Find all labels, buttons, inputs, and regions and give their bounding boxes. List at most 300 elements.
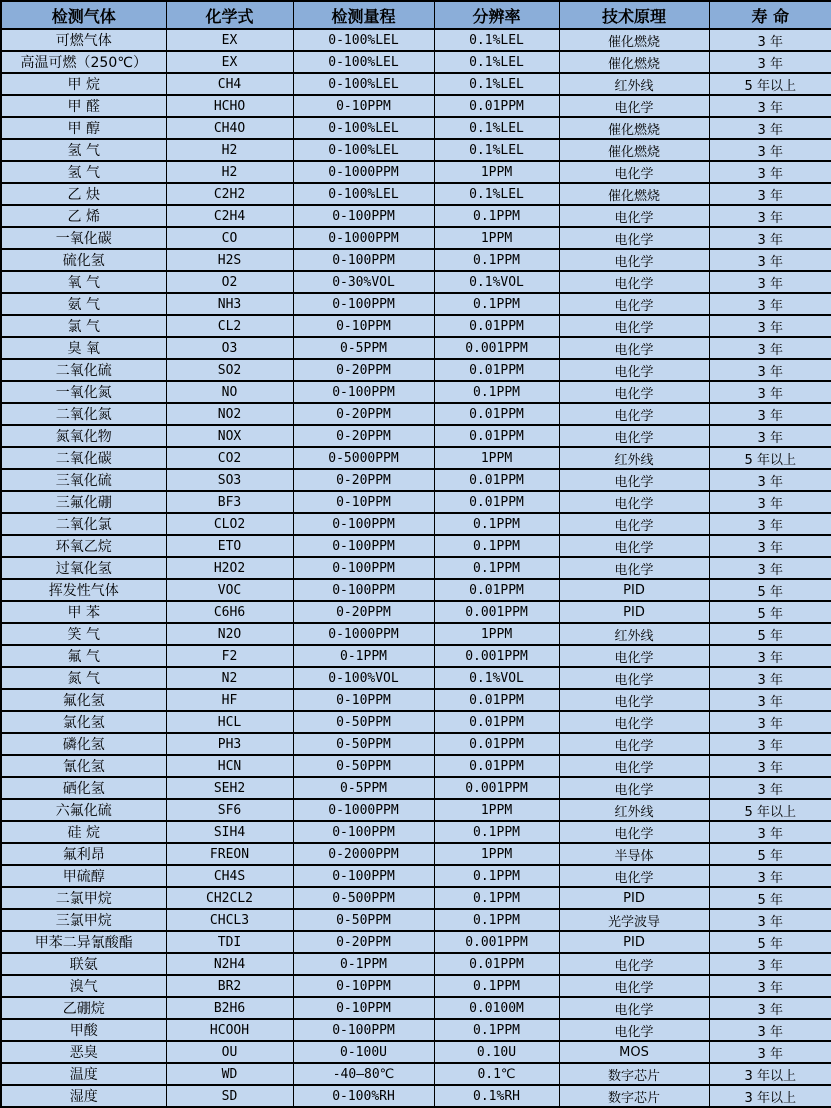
table-row (1, 183, 831, 205)
gas-name-cell: 氢 气 (1, 161, 166, 183)
technology-principle-cell: 电化学 (559, 821, 709, 843)
detection-range-cell: 0-100U (293, 1041, 434, 1063)
technology-principle-cell: 电化学 (559, 777, 709, 799)
gas-name-cell: 氟化氢 (1, 689, 166, 711)
technology-principle-cell: MOS (559, 1041, 709, 1063)
detection-range-cell: -40—80℃ (293, 1063, 434, 1085)
technology-principle-cell: 电化学 (559, 227, 709, 249)
lifespan-cell: 3 年 (709, 1019, 831, 1041)
technology-principle-cell: 电化学 (559, 667, 709, 689)
detection-range-cell: 0-100%LEL (293, 183, 434, 205)
gas-name-cell: 氟利昂 (1, 843, 166, 865)
lifespan-cell: 3 年 (709, 29, 831, 51)
table-row (1, 667, 831, 689)
table-row (1, 953, 831, 975)
gas-name-cell: 六氟化硫 (1, 799, 166, 821)
gas-name-cell: 甲 烷 (1, 73, 166, 95)
gas-name-cell: 乙 炔 (1, 183, 166, 205)
resolution-cell: 0.1%LEL (434, 29, 559, 51)
gas-name-cell: 环氧乙烷 (1, 535, 166, 557)
technology-principle-cell: 数字芯片 (559, 1063, 709, 1085)
table-row (1, 601, 831, 623)
table-row (1, 645, 831, 667)
lifespan-cell: 5 年 (709, 623, 831, 645)
detection-range-cell: 0-100%LEL (293, 29, 434, 51)
technology-principle-cell: 催化燃烧 (559, 117, 709, 139)
lifespan-cell: 3 年 (709, 557, 831, 579)
lifespan-cell: 3 年 (709, 293, 831, 315)
table-row (1, 843, 831, 865)
header-gas-name: 检测气体 (1, 1, 166, 29)
table-row (1, 1019, 831, 1041)
table-row (1, 711, 831, 733)
chemical-formula-cell: F2 (166, 645, 293, 667)
technology-principle-cell: PID (559, 887, 709, 909)
resolution-cell: 0.1PPM (434, 887, 559, 909)
lifespan-cell: 3 年 (709, 711, 831, 733)
resolution-cell: 0.001PPM (434, 777, 559, 799)
gas-name-cell: 一氧化碳 (1, 227, 166, 249)
chemical-formula-cell: SO2 (166, 359, 293, 381)
chemical-formula-cell: HCOOH (166, 1019, 293, 1041)
lifespan-cell: 3 年 (709, 403, 831, 425)
technology-principle-cell: 电化学 (559, 425, 709, 447)
resolution-cell: 0.1%LEL (434, 139, 559, 161)
chemical-formula-cell: CH4 (166, 73, 293, 95)
gas-name-cell: 二氯甲烷 (1, 887, 166, 909)
lifespan-cell: 5 年 (709, 843, 831, 865)
chemical-formula-cell: HF (166, 689, 293, 711)
chemical-formula-cell: PH3 (166, 733, 293, 755)
resolution-cell: 0.1PPM (434, 205, 559, 227)
resolution-cell: 0.1PPM (434, 535, 559, 557)
detection-range-cell: 0-50PPM (293, 711, 434, 733)
table-row (1, 579, 831, 601)
resolution-cell: 0.001PPM (434, 601, 559, 623)
technology-principle-cell: 电化学 (559, 645, 709, 667)
resolution-cell: 0.001PPM (434, 337, 559, 359)
lifespan-cell: 3 年 (709, 975, 831, 997)
chemical-formula-cell: H2 (166, 139, 293, 161)
lifespan-cell: 3 年 (709, 491, 831, 513)
lifespan-cell: 3 年 (709, 1041, 831, 1063)
chemical-formula-cell: CH4S (166, 865, 293, 887)
detection-range-cell: 0-100PPM (293, 535, 434, 557)
table-row (1, 997, 831, 1019)
lifespan-cell: 5 年 (709, 579, 831, 601)
resolution-cell: 0.1%VOL (434, 667, 559, 689)
gas-name-cell: 联氨 (1, 953, 166, 975)
table-header (1, 1, 831, 29)
technology-principle-cell: 电化学 (559, 755, 709, 777)
lifespan-cell: 3 年 (709, 909, 831, 931)
chemical-formula-cell: O3 (166, 337, 293, 359)
chemical-formula-cell: C2H2 (166, 183, 293, 205)
technology-principle-cell: 催化燃烧 (559, 183, 709, 205)
lifespan-cell: 5 年以上 (709, 799, 831, 821)
lifespan-cell: 3 年 (709, 997, 831, 1019)
gas-name-cell: 恶臭 (1, 1041, 166, 1063)
chemical-formula-cell: CHCL3 (166, 909, 293, 931)
table-row (1, 29, 831, 51)
technology-principle-cell: 电化学 (559, 271, 709, 293)
technology-principle-cell: 电化学 (559, 865, 709, 887)
chemical-formula-cell: NH3 (166, 293, 293, 315)
gas-name-cell: 硒化氢 (1, 777, 166, 799)
table-row (1, 271, 831, 293)
detection-range-cell: 0-500PPM (293, 887, 434, 909)
table-row (1, 557, 831, 579)
lifespan-cell: 3 年 (709, 689, 831, 711)
lifespan-cell: 3 年 (709, 667, 831, 689)
table-row (1, 73, 831, 95)
gas-name-cell: 可燃气体 (1, 29, 166, 51)
chemical-formula-cell: ETO (166, 535, 293, 557)
resolution-cell: 1PPM (434, 227, 559, 249)
table-row (1, 931, 831, 953)
chemical-formula-cell: SF6 (166, 799, 293, 821)
gas-name-cell: 硅 烷 (1, 821, 166, 843)
header-chemical-formula: 化学式 (166, 1, 293, 29)
chemical-formula-cell: OU (166, 1041, 293, 1063)
gas-name-cell: 甲 醛 (1, 95, 166, 117)
technology-principle-cell: 催化燃烧 (559, 139, 709, 161)
lifespan-cell: 3 年以上 (709, 1085, 831, 1107)
resolution-cell: 1PPM (434, 161, 559, 183)
table-row (1, 293, 831, 315)
resolution-cell: 0.1PPM (434, 249, 559, 271)
lifespan-cell: 3 年 (709, 249, 831, 271)
table-row (1, 117, 831, 139)
detection-range-cell: 0-100%LEL (293, 117, 434, 139)
lifespan-cell: 5 年 (709, 601, 831, 623)
resolution-cell: 0.01PPM (434, 403, 559, 425)
lifespan-cell: 3 年 (709, 865, 831, 887)
resolution-cell: 0.1PPM (434, 865, 559, 887)
technology-principle-cell: 数字芯片 (559, 1085, 709, 1107)
lifespan-cell: 3 年 (709, 183, 831, 205)
resolution-cell: 0.01PPM (434, 425, 559, 447)
technology-principle-cell: 红外线 (559, 447, 709, 469)
detection-range-cell: 0-100PPM (293, 821, 434, 843)
header-technology-principle: 技术原理 (559, 1, 709, 29)
chemical-formula-cell: HCHO (166, 95, 293, 117)
gas-name-cell: 挥发性气体 (1, 579, 166, 601)
gas-name-cell: 一氧化氮 (1, 381, 166, 403)
technology-principle-cell: 电化学 (559, 293, 709, 315)
table-row (1, 975, 831, 997)
table-row (1, 535, 831, 557)
technology-principle-cell: 电化学 (559, 1019, 709, 1041)
resolution-cell: 1PPM (434, 843, 559, 865)
detection-range-cell: 0-100PPM (293, 513, 434, 535)
technology-principle-cell: 半导体 (559, 843, 709, 865)
table-row (1, 513, 831, 535)
resolution-cell: 0.001PPM (434, 931, 559, 953)
detection-range-cell: 0-10PPM (293, 997, 434, 1019)
lifespan-cell: 3 年 (709, 337, 831, 359)
chemical-formula-cell: N2O (166, 623, 293, 645)
lifespan-cell: 3 年 (709, 161, 831, 183)
lifespan-cell: 3 年 (709, 51, 831, 73)
header-detection-range: 检测量程 (293, 1, 434, 29)
detection-range-cell: 0-100PPM (293, 579, 434, 601)
detection-range-cell: 0-20PPM (293, 469, 434, 491)
gas-name-cell: 过氧化氢 (1, 557, 166, 579)
header-row (1, 1, 831, 29)
lifespan-cell: 3 年 (709, 425, 831, 447)
technology-principle-cell: 电化学 (559, 997, 709, 1019)
technology-principle-cell: 电化学 (559, 249, 709, 271)
resolution-cell: 0.1PPM (434, 557, 559, 579)
gas-name-cell: 二氧化氮 (1, 403, 166, 425)
technology-principle-cell: 电化学 (559, 711, 709, 733)
chemical-formula-cell: NO (166, 381, 293, 403)
gas-name-cell: 高温可燃（250℃） (1, 51, 166, 73)
detection-range-cell: 0-50PPM (293, 755, 434, 777)
table-row (1, 887, 831, 909)
lifespan-cell: 3 年 (709, 227, 831, 249)
chemical-formula-cell: FREON (166, 843, 293, 865)
chemical-formula-cell: CLO2 (166, 513, 293, 535)
detection-range-cell: 0-50PPM (293, 909, 434, 931)
detection-range-cell: 0-1000PPM (293, 227, 434, 249)
chemical-formula-cell: WD (166, 1063, 293, 1085)
gas-name-cell: 三氯甲烷 (1, 909, 166, 931)
resolution-cell: 0.01PPM (434, 95, 559, 117)
detection-range-cell: 0-100PPM (293, 293, 434, 315)
resolution-cell: 0.1%LEL (434, 117, 559, 139)
chemical-formula-cell: SD (166, 1085, 293, 1107)
resolution-cell: 0.01PPM (434, 755, 559, 777)
resolution-cell: 0.1PPM (434, 513, 559, 535)
resolution-cell: 0.01PPM (434, 579, 559, 601)
chemical-formula-cell: CL2 (166, 315, 293, 337)
gas-name-cell: 氟 气 (1, 645, 166, 667)
chemical-formula-cell: C2H4 (166, 205, 293, 227)
chemical-formula-cell: N2 (166, 667, 293, 689)
chemical-formula-cell: NO2 (166, 403, 293, 425)
gas-name-cell: 磷化氢 (1, 733, 166, 755)
table-row (1, 821, 831, 843)
lifespan-cell: 3 年 (709, 359, 831, 381)
resolution-cell: 0.01PPM (434, 491, 559, 513)
detection-range-cell: 0-10PPM (293, 95, 434, 117)
table-row (1, 359, 831, 381)
resolution-cell: 0.1PPM (434, 821, 559, 843)
technology-principle-cell: 催化燃烧 (559, 29, 709, 51)
gas-name-cell: 甲 苯 (1, 601, 166, 623)
detection-range-cell: 0-10PPM (293, 315, 434, 337)
detection-range-cell: 0-1PPM (293, 645, 434, 667)
chemical-formula-cell: O2 (166, 271, 293, 293)
table-row (1, 733, 831, 755)
technology-principle-cell: 电化学 (559, 557, 709, 579)
resolution-cell: 0.01PPM (434, 359, 559, 381)
lifespan-cell: 3 年以上 (709, 1063, 831, 1085)
gas-name-cell: 三氧化硫 (1, 469, 166, 491)
detection-range-cell: 0-10PPM (293, 689, 434, 711)
detection-range-cell: 0-100%LEL (293, 139, 434, 161)
gas-name-cell: 乙硼烷 (1, 997, 166, 1019)
gas-name-cell: 三氟化硼 (1, 491, 166, 513)
detection-range-cell: 0-100%LEL (293, 73, 434, 95)
detection-range-cell: 0-20PPM (293, 425, 434, 447)
technology-principle-cell: PID (559, 931, 709, 953)
lifespan-cell: 5 年 (709, 931, 831, 953)
table-row (1, 381, 831, 403)
chemical-formula-cell: B2H6 (166, 997, 293, 1019)
gas-name-cell: 二氧化硫 (1, 359, 166, 381)
gas-name-cell: 氮 气 (1, 667, 166, 689)
gas-name-cell: 温度 (1, 1063, 166, 1085)
table-row (1, 623, 831, 645)
detection-range-cell: 0-100PPM (293, 381, 434, 403)
technology-principle-cell: 电化学 (559, 975, 709, 997)
detection-range-cell: 0-10PPM (293, 491, 434, 513)
resolution-cell: 0.1℃ (434, 1063, 559, 1085)
table-row (1, 755, 831, 777)
lifespan-cell: 3 年 (709, 95, 831, 117)
technology-principle-cell: 电化学 (559, 469, 709, 491)
chemical-formula-cell: SEH2 (166, 777, 293, 799)
gas-name-cell: 氯 气 (1, 315, 166, 337)
detection-range-cell: 0-1PPM (293, 953, 434, 975)
table-row (1, 249, 831, 271)
table-row (1, 909, 831, 931)
resolution-cell: 0.1PPM (434, 381, 559, 403)
technology-principle-cell: 电化学 (559, 315, 709, 337)
chemical-formula-cell: CO2 (166, 447, 293, 469)
lifespan-cell: 3 年 (709, 469, 831, 491)
technology-principle-cell: 电化学 (559, 689, 709, 711)
gas-name-cell: 溴气 (1, 975, 166, 997)
header-lifespan: 寿 命 (709, 1, 831, 29)
table-row (1, 227, 831, 249)
table-row (1, 337, 831, 359)
table-row (1, 491, 831, 513)
lifespan-cell: 3 年 (709, 733, 831, 755)
gas-name-cell: 氧 气 (1, 271, 166, 293)
lifespan-cell: 5 年以上 (709, 73, 831, 95)
lifespan-cell: 3 年 (709, 205, 831, 227)
gas-name-cell: 甲 醇 (1, 117, 166, 139)
detection-range-cell: 0-5PPM (293, 337, 434, 359)
detection-range-cell: 0-1000PPM (293, 623, 434, 645)
technology-principle-cell: 电化学 (559, 381, 709, 403)
detection-range-cell: 0-20PPM (293, 359, 434, 381)
resolution-cell: 0.1%LEL (434, 51, 559, 73)
detection-range-cell: 0-50PPM (293, 733, 434, 755)
gas-name-cell: 氰化氢 (1, 755, 166, 777)
gas-name-cell: 甲酸 (1, 1019, 166, 1041)
detection-range-cell: 0-20PPM (293, 931, 434, 953)
technology-principle-cell: 电化学 (559, 337, 709, 359)
header-resolution: 分辨率 (434, 1, 559, 29)
gas-name-cell: 氨 气 (1, 293, 166, 315)
technology-principle-cell: 光学波导 (559, 909, 709, 931)
chemical-formula-cell: SIH4 (166, 821, 293, 843)
technology-principle-cell: 电化学 (559, 161, 709, 183)
lifespan-cell: 3 年 (709, 139, 831, 161)
table-row (1, 205, 831, 227)
gas-name-cell: 二氧化氯 (1, 513, 166, 535)
technology-principle-cell: PID (559, 579, 709, 601)
technology-principle-cell: 红外线 (559, 623, 709, 645)
gas-name-cell: 硫化氢 (1, 249, 166, 271)
technology-principle-cell: 红外线 (559, 73, 709, 95)
chemical-formula-cell: SO3 (166, 469, 293, 491)
resolution-cell: 0.1PPM (434, 909, 559, 931)
resolution-cell: 0.10U (434, 1041, 559, 1063)
chemical-formula-cell: TDI (166, 931, 293, 953)
resolution-cell: 0.1PPM (434, 1019, 559, 1041)
chemical-formula-cell: NOX (166, 425, 293, 447)
chemical-formula-cell: CH4O (166, 117, 293, 139)
detection-range-cell: 0-10PPM (293, 975, 434, 997)
chemical-formula-cell: BF3 (166, 491, 293, 513)
resolution-cell: 0.001PPM (434, 645, 559, 667)
table-row (1, 1063, 831, 1085)
lifespan-cell: 3 年 (709, 271, 831, 293)
table-row (1, 51, 831, 73)
technology-principle-cell: 电化学 (559, 733, 709, 755)
chemical-formula-cell: C6H6 (166, 601, 293, 623)
lifespan-cell: 3 年 (709, 513, 831, 535)
lifespan-cell: 3 年 (709, 381, 831, 403)
gas-name-cell: 氯化氢 (1, 711, 166, 733)
resolution-cell: 0.01PPM (434, 315, 559, 337)
table-row (1, 689, 831, 711)
detection-range-cell: 0-100%LEL (293, 51, 434, 73)
table-row (1, 865, 831, 887)
technology-principle-cell: 红外线 (559, 799, 709, 821)
table-row (1, 139, 831, 161)
lifespan-cell: 3 年 (709, 315, 831, 337)
table-row (1, 1041, 831, 1063)
gas-name-cell: 甲苯二异氰酸酯 (1, 931, 166, 953)
lifespan-cell: 3 年 (709, 535, 831, 557)
chemical-formula-cell: EX (166, 29, 293, 51)
chemical-formula-cell: CH2CL2 (166, 887, 293, 909)
resolution-cell: 0.1PPM (434, 975, 559, 997)
table-row (1, 799, 831, 821)
lifespan-cell: 3 年 (709, 645, 831, 667)
table-row (1, 315, 831, 337)
technology-principle-cell: 电化学 (559, 205, 709, 227)
table-row (1, 447, 831, 469)
chemical-formula-cell: BR2 (166, 975, 293, 997)
technology-principle-cell: 电化学 (559, 359, 709, 381)
technology-principle-cell: 电化学 (559, 513, 709, 535)
resolution-cell: 0.1%LEL (434, 183, 559, 205)
detection-range-cell: 0-100PPM (293, 557, 434, 579)
detection-range-cell: 0-2000PPM (293, 843, 434, 865)
detection-range-cell: 0-100%RH (293, 1085, 434, 1107)
lifespan-cell: 3 年 (709, 821, 831, 843)
detection-range-cell: 0-100%VOL (293, 667, 434, 689)
technology-principle-cell: 电化学 (559, 403, 709, 425)
detection-range-cell: 0-100PPM (293, 249, 434, 271)
detection-range-cell: 0-30%VOL (293, 271, 434, 293)
lifespan-cell: 5 年 (709, 887, 831, 909)
table-row (1, 425, 831, 447)
detection-range-cell: 0-5PPM (293, 777, 434, 799)
detection-range-cell: 0-1000PPM (293, 161, 434, 183)
resolution-cell: 1PPM (434, 623, 559, 645)
detection-range-cell: 0-1000PPM (293, 799, 434, 821)
resolution-cell: 0.1%VOL (434, 271, 559, 293)
